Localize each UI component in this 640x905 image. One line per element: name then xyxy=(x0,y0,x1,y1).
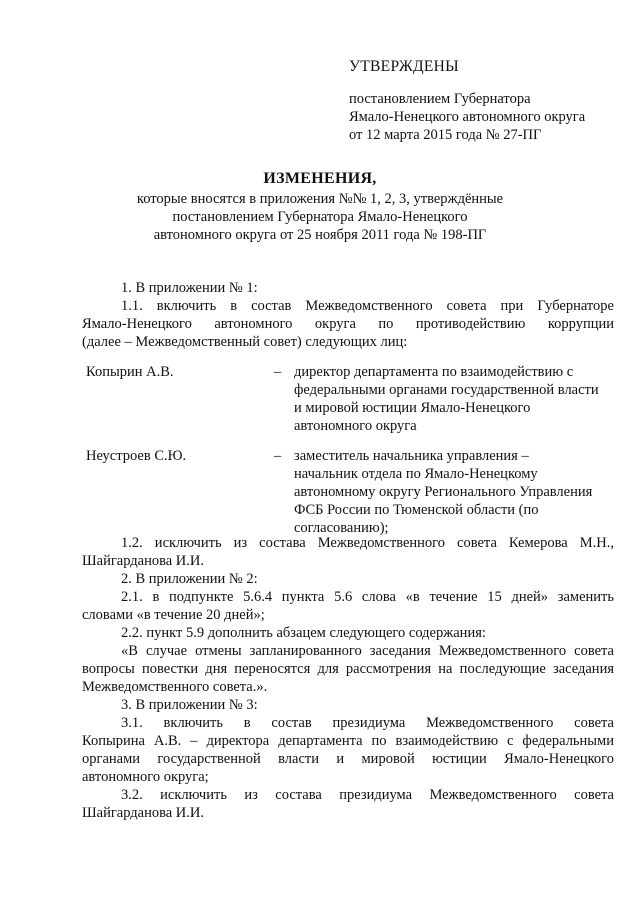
item-3-1-line-3: органами государственной власти и мировой юстиции Ямало-Ненецкого xyxy=(82,751,614,767)
member-name: Неустроев С.Ю. xyxy=(86,448,187,464)
approval-stamp xyxy=(349,58,619,144)
section-3-heading: 3. В приложении № 3: xyxy=(121,697,258,713)
item-3-1-line-2: Копырина А.В. – директора департамента по взаимодействию с федеральными xyxy=(82,733,614,749)
item-2-1-line-2: словами «в течение 20 дней»; xyxy=(82,607,265,623)
member-role-line: ФСБ России по Тюменской области (по xyxy=(294,502,539,518)
approval-line-2: Ямало-Ненецкого автономного округа xyxy=(349,109,586,125)
section-2-heading: 2. В приложении № 2: xyxy=(121,571,258,587)
title-subtitle-1: которые вносятся в приложения №№ 1, 2, 3, утверждённые xyxy=(136,191,504,207)
approval-line-1: постановлением Губернатора xyxy=(349,91,531,107)
member-role-line: автономному округу Регионального Управления xyxy=(294,484,593,500)
item-1-1-line-3: (далее – Межведомственный совет) следующих лиц: xyxy=(82,334,408,350)
quote-line-3: Межведомственного совета.». xyxy=(82,679,268,695)
title-subtitle-3: автономного округа от 25 ноября 2011 года № 198-ПГ xyxy=(153,227,487,243)
member-role xyxy=(294,447,622,537)
title-main: ИЗМЕНЕНИЯ, xyxy=(263,170,377,187)
member-role-line: заместитель начальника управления – xyxy=(294,448,529,464)
approval-line-3: от 12 марта 2015 года № 27-ПГ xyxy=(349,127,542,143)
quote-line-2: вопросы повестки дня переносятся для рассмотрения на последующие заседания xyxy=(82,661,614,677)
approval-heading: УТВЕРЖДЕНЫ xyxy=(349,58,459,75)
member-dash: – xyxy=(274,448,282,464)
item-2-1-line-1: 2.1. в подпункте 5.6.4 пункта 5.6 слова «в течение 15 дней» заменить xyxy=(121,589,614,605)
section-1-heading: 1. В приложении № 1: xyxy=(121,280,258,296)
member-name: Копырин А.В. xyxy=(86,364,174,380)
item-1-2-line-2: Шайгарданова И.И. xyxy=(82,553,204,569)
item-1-1-line-1: 1.1. включить в состав Межведомственного совета при Губернаторе xyxy=(121,298,614,314)
member-role-line: и мировой юстиции Ямало-Ненецкого xyxy=(294,400,531,416)
title-subtitle-2: постановлением Губернатора Ямало-Ненецкого xyxy=(172,209,468,225)
sections-continued xyxy=(82,534,614,822)
item-2-2: 2.2. пункт 5.9 дополнить абзацем следующего содержания: xyxy=(121,625,486,641)
item-3-1-line-4: автономного округа; xyxy=(82,769,209,785)
item-3-2-line-1: 3.2. исключить из состава президиума Межведомственного совета xyxy=(121,787,614,803)
section-1-intro xyxy=(82,279,614,351)
item-1-1-line-2: Ямало-Ненецкого автономного округа по противодействию коррупции xyxy=(82,316,614,332)
quote-line-1: «В случае отмены запланированного заседания Межведомственного совета xyxy=(121,643,614,659)
member-dash: – xyxy=(274,364,282,380)
member-role xyxy=(294,363,622,435)
item-1-2-line-1: 1.2. исключить из состава Межведомственного совета Кемерова М.Н., xyxy=(121,535,614,551)
member-role-line: согласованию); xyxy=(294,520,389,536)
member-role-line: автономного округа xyxy=(294,418,417,434)
item-3-2-line-2: Шайгарданова И.И. xyxy=(82,805,204,821)
document-title xyxy=(60,170,580,244)
member-role-line: федеральными органами государственной власти xyxy=(294,382,599,398)
item-3-1-line-1: 3.1. включить в состав президиума Межведомственного совета xyxy=(121,715,614,731)
member-role-line: директор департамента по взаимодействию с xyxy=(294,364,574,380)
member-role-line: начальник отдела по Ямало-Ненецкому xyxy=(294,466,538,482)
